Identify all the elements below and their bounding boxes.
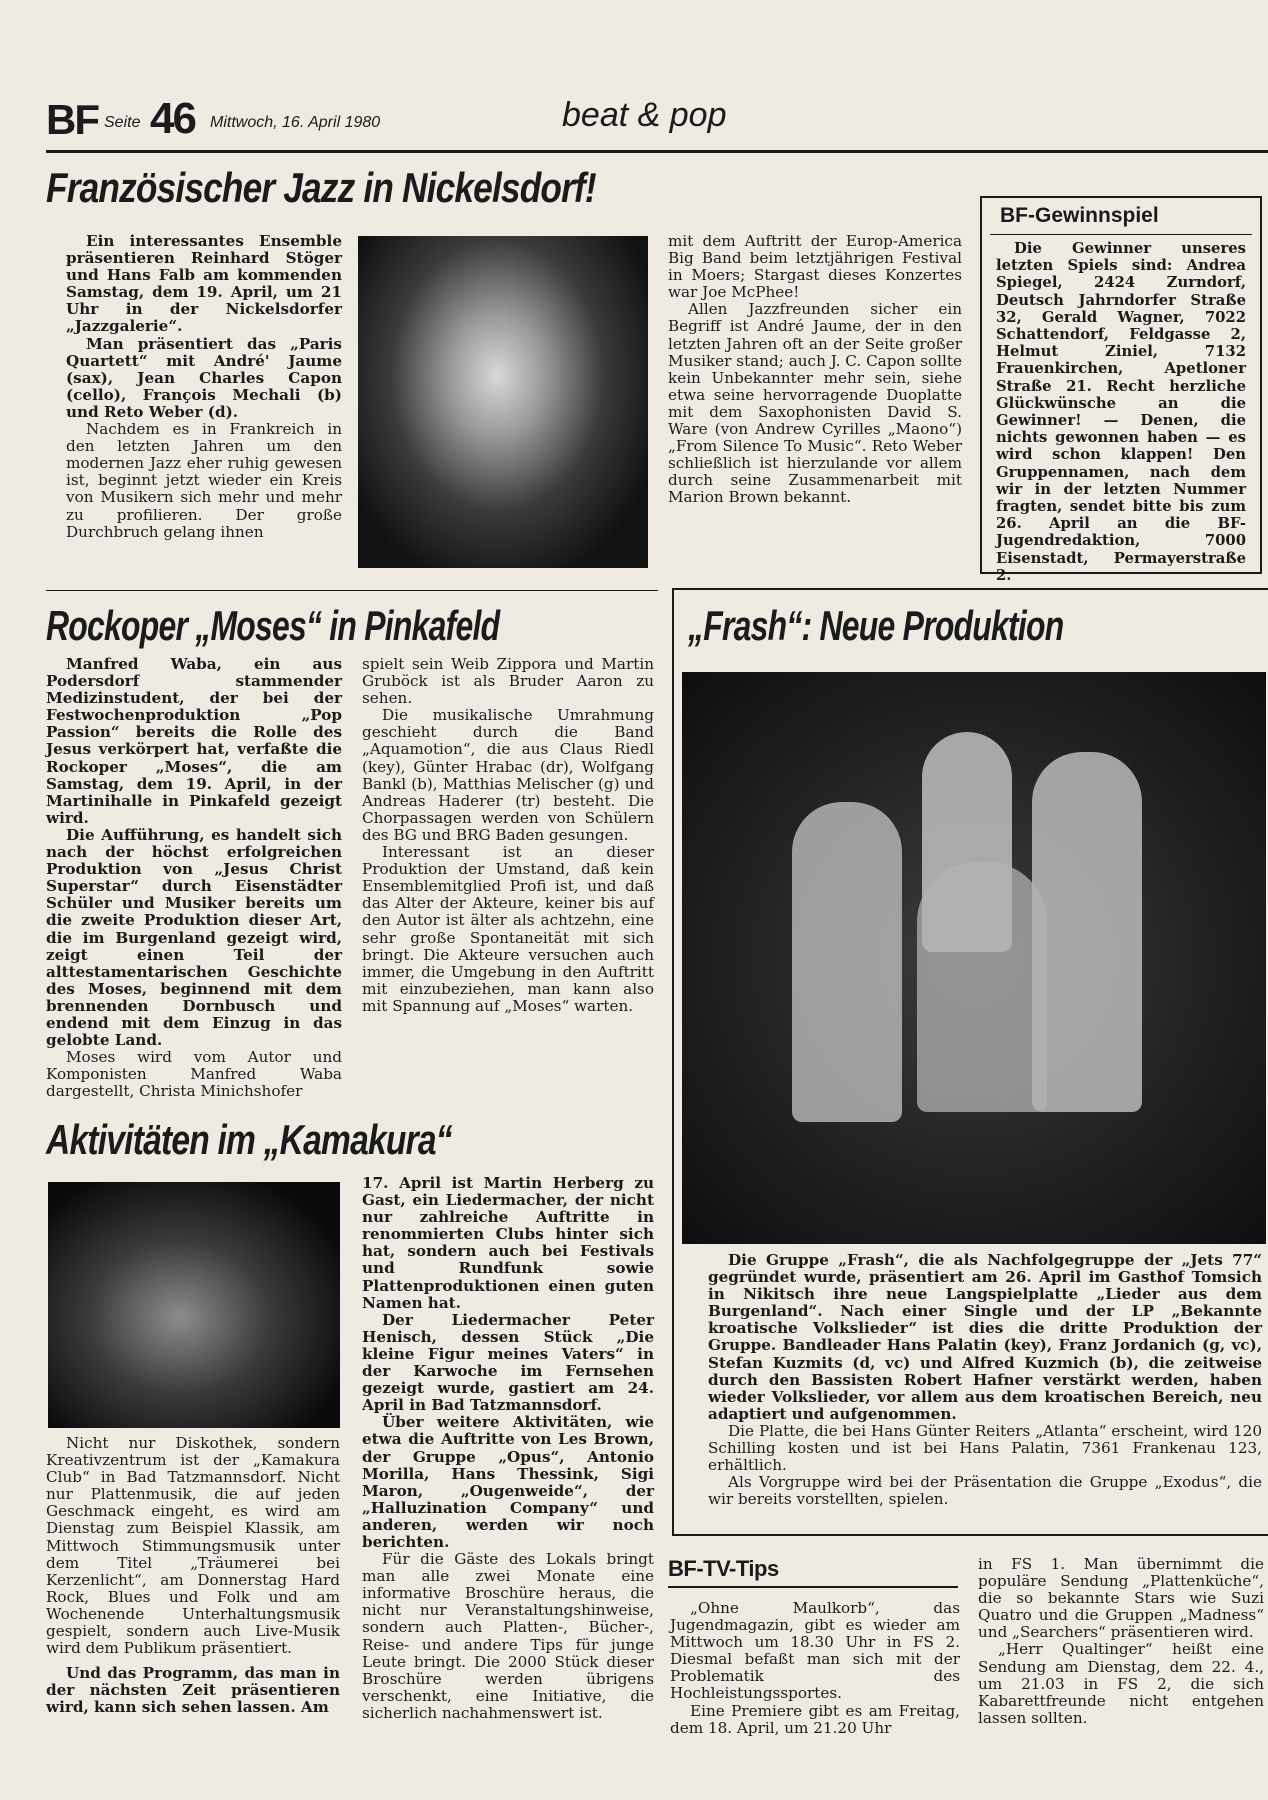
- band-member: [1032, 752, 1142, 1112]
- paragraph: Moses wird vom Autor und Komponisten Manfred Waba dargestellt, Christa Minichshofer: [46, 1048, 342, 1101]
- paragraph: Nicht nur Diskothek, sondern Kreativzentrum ist der „Kamakura Club“ in Bad Tatzmannsdorf. Nicht nur Plattenmusik, die auf jeden Geschmack eingeht, es wird am Dienstag zum Beispiel Klassik, am Mittwoch Stimmungsmusik unter dem Titel „Träumerei bei Kerzenlicht“, am Donnerstag Hard Rock, Blues und Folk und am Wochenende Unterhaltungsmusik gespielt, sondern auch Live-Musik wird dem Publikum präsentiert.: [46, 1434, 340, 1658]
- article-jazz-col2: [668, 233, 962, 507]
- paragraph: Man präsentiert das „Paris Quartett“ mit André' Jaume (sax), Jean Charles Capon (cello), François Mechali (b) und Reto Weber (d).: [66, 334, 342, 421]
- paragraph: Als Vorgruppe wird bei der Präsentation die Gruppe „Exodus“, die wir bereits vorstellten, spielen.: [708, 1473, 1262, 1509]
- paragraph: Die musikalische Umrahmung geschieht durch die Band „Aquamotion“, die aus Claus Riedl (key), Günter Hrabac (dr), Wolfgang Bankl (b), Matthias Melischer (g) und Andreas Haderer (tr) besteht. Die Chorpassagen werden von Schülern des BG und BRG Baden gesungen.: [362, 706, 654, 844]
- article-moses-col2: [362, 656, 654, 1015]
- paragraph: Die Gruppe „Frash“, die als Nachfolgegruppe der „Jets 77“ gegründet wurde, präsentiert am 26. April im Gasthof Tomsich in Nikitsch ihre neue Langspielplatte „Lieder aus dem Burgenland“. Nach einer Single und der LP „Bekannte kroatische Volkslieder“ ist dies die dritte Produktion der Gruppe. Bandleader Hans Palatin (key), Franz Jordanich (g, vc), Stefan Kuzmits (d, vc) und Alfred Kuzmich (b), die zeitweise durch den Bassisten Robert Hafner verstärkt werden, haben wieder Volkslieder, vor allem aus dem kroatischen Bereich, neu adaptiert und aufgenommen.: [708, 1251, 1262, 1423]
- gewinnspiel-title: BF-Gewinnspiel: [1000, 204, 1159, 227]
- logo: BF: [46, 96, 98, 143]
- photo-andre-jaume: [358, 236, 648, 568]
- tv-tips-col1: [670, 1600, 960, 1737]
- paragraph: Und das Programm, das man in der nächsten Zeit präsentieren wird, kann sich sehen lassen. Am: [46, 1664, 340, 1717]
- photo-musician: [48, 1182, 340, 1428]
- paragraph: Die Aufführung, es handelt sich nach der höchst erfolgreichen Produktion von „Jesus Christ Superstar“ durch Eisenstädter Schüler und Musiker bereits um die zweite Produktion dieser Art, die im Burgenland gezeigt wird, zeigt einen Teil der alttestamentarischen Geschichte des Moses, beginnend mit dem brennenden Dornbusch und endend mit dem Einzug in das gelobte Land.: [46, 825, 342, 1050]
- paragraph: Nachdem es in Frankreich in den letzten Jahren um den modernen Jazz eher ruhig gewesen ist, beginnt jetzt wieder ein Kreis von Musikern sich mehr und mehr zu profilieren. Der große Durchbruch gelang ihnen: [66, 420, 342, 541]
- article-kamakura-col2: [362, 1175, 654, 1722]
- page-number: 46: [150, 94, 195, 143]
- paragraph: spielt sein Weib Zippora und Martin Gruböck ist als Bruder Aaron zu sehen.: [362, 655, 654, 708]
- photo-band-frash: [682, 672, 1266, 1244]
- paragraph: mit dem Auftritt der Europ-America Big Band beim letztjährigen Festival in Moers; Stargast dieses Konzertes war Joe McPhee!: [668, 232, 962, 302]
- paragraph: Ein interessantes Ensemble präsentieren Reinhard Stöger und Hans Falb am kommenden Samstag, dem 19. April, um 21 Uhr in der Nickelsdorfer „Jazzgalerie“.: [66, 232, 342, 336]
- seite-label: Seite: [104, 114, 141, 131]
- gewinnspiel-text: Die Gewinner unseres letzten Spiels sind: Andrea Spiegel, 2424 Zurndorf, Deutsch Jahrndorfer Straße 32, Gerald Wagner, 7022 Schattendorf, Feldgasse 2, Helmut Ziniel, 7132 Frauenkirchen, Apetloner Straße 21. Recht herzliche Glückwünsche an die Gewinner! — Denen, die nichts gewonnen haben — es wird schon klappen! Den Gruppennamen, nach dem wir in der letzten Nummer fragten, sendet bitte bis zum 26. April an die BF-Jugendredaktion, 7000 Eisenstadt, Permayerstraße 2.: [996, 240, 1246, 584]
- paragraph: Die Platte, die bei Hans Günter Reiters „Atlanta“ erscheint, wird 120 Schilling kosten und ist bei Hans Palatin, 7361 Frankenau 123, erhältlich.: [708, 1421, 1262, 1475]
- article-kamakura-col1: [46, 1435, 340, 1717]
- gewinnspiel-box: [980, 196, 1262, 584]
- paragraph: Über weitere Aktivitäten, wie etwa die Auftritte von Les Brown, der Gruppe „Opus“, Antonio Morilla, Hans Thessink, Sigi Maron, „Ougenweide“, der „Halluzination Company“ und anderen, werden wir noch berichten.: [362, 1413, 654, 1551]
- paragraph: Allen Jazzfreunden sicher ein Begriff ist André Jaume, der in den letzten Jahren oft an der Seite großer Musiker stand; auch J. C. Capon sollte kein Unbekannter mehr sein, siehe etwa seine hervorragende Duoplatte mit dem Saxophonisten David S. Ware (von Andrew Cyrilles „Maono“) „From Silence To Music“. Reto Weber schließlich ist hierzulande vor allem durch seine Zusammenarbeit mit Marion Brown bekannt.: [668, 300, 962, 507]
- masthead: [46, 92, 1266, 152]
- paragraph: „Herr Qualtinger“ heißt eine Sendung am Dienstag, dem 22. 4., um 21.03 in FS 2, die sich Kabarettfreunde nicht entgehen lassen sollten.: [978, 1640, 1264, 1727]
- section-title: beat & pop: [562, 96, 727, 134]
- band-member: [792, 802, 902, 1122]
- paragraph: in FS 1. Man übernimmt die populäre Sendung „Plattenküche“, die so bekannte Stars wie Suzi Quatro und die Gruppen „Madness“ und „Searchers“ präsentieren wird.: [978, 1555, 1264, 1642]
- issue-date: Mittwoch, 16. April 1980: [210, 114, 381, 131]
- paragraph: 17. April ist Martin Herberg zu Gast, ein Liedermacher, der nicht nur zahlreiche Auftritte in renommierten Clubs hinter sich hat, sondern auch bei Festivals und Rundfunk sowie Plattenproduktionen einen guten Namen hat.: [362, 1174, 654, 1312]
- paragraph: Für die Gäste des Lokals bringt man alle zwei Monate eine informative Broschüre heraus, die nicht nur Veranstaltungshinweise, sondern auch Platten-, Bücher-, Reise- und andere Tips für junge Leute bringt. Die 2000 Stück dieser Broschüre werden übrigens verschenkt, eine Initiative, die sicherlich nachahmenswert ist.: [362, 1550, 654, 1722]
- paragraph: Der Liedermacher Peter Henisch, dessen Stück „Die kleine Figur meines Vaters“ in der Karwoche im Fernsehen gezeigt wurde, gastiert am 24. April in Bad Tatzmannsdorf.: [362, 1310, 654, 1415]
- band-member: [917, 862, 1047, 1112]
- divider: [46, 590, 658, 591]
- header-rule: [46, 150, 1268, 153]
- headline-frash: „Frash“: Neue Produktion: [688, 602, 1064, 649]
- paragraph: Eine Premiere gibt es am Freitag, dem 18. April, um 21.20 Uhr: [670, 1701, 960, 1737]
- tv-tips-col2: [978, 1556, 1264, 1727]
- tv-tips-title: BF-TV-Tips: [668, 1556, 779, 1581]
- article-moses-col1: [46, 656, 342, 1100]
- divider: [668, 1586, 958, 1588]
- paragraph: „Ohne Maulkorb“, das Jugendmagazin, gibt es wieder am Mittwoch um 18.30 Uhr in FS 2. Diesmal befaßt man sich mit der Problematik des Hochleistungssportes.: [670, 1599, 960, 1703]
- paragraph: Manfred Waba, ein aus Podersdorf stammender Medizinstudent, der bei der Festwochenproduktion „Pop Passion“ bereits die Rolle des Jesus verkörpert hat, verfaßte die Rockoper „Moses“, die am Samstag, dem 19. April, in der Martinihalle in Pinkafeld gezeigt wird.: [46, 655, 342, 827]
- article-frash-text: [708, 1252, 1262, 1508]
- paragraph: Interessant ist an dieser Produktion der Umstand, daß kein Ensemblemitglied Profi ist, und daß das Alter der Akteure, keiner bis auf den Autor ist älter als achtzehn, eine sehr große Spontaneität mit sich bringt. Die Akteure versuchen auch immer, die Umgebung in den Auftritt mit einzubeziehen, man kann also mit Spannung auf „Moses“ warten.: [362, 843, 654, 1015]
- headline-kamakura: Aktivitäten im „Kamakura“: [46, 1116, 452, 1163]
- divider: [990, 234, 1252, 235]
- headline-moses: Rockoper „Moses“ in Pinkafeld: [46, 602, 500, 649]
- headline-jazz: Französischer Jazz in Nickelsdorf!: [46, 164, 596, 211]
- article-jazz-col1: [66, 233, 342, 541]
